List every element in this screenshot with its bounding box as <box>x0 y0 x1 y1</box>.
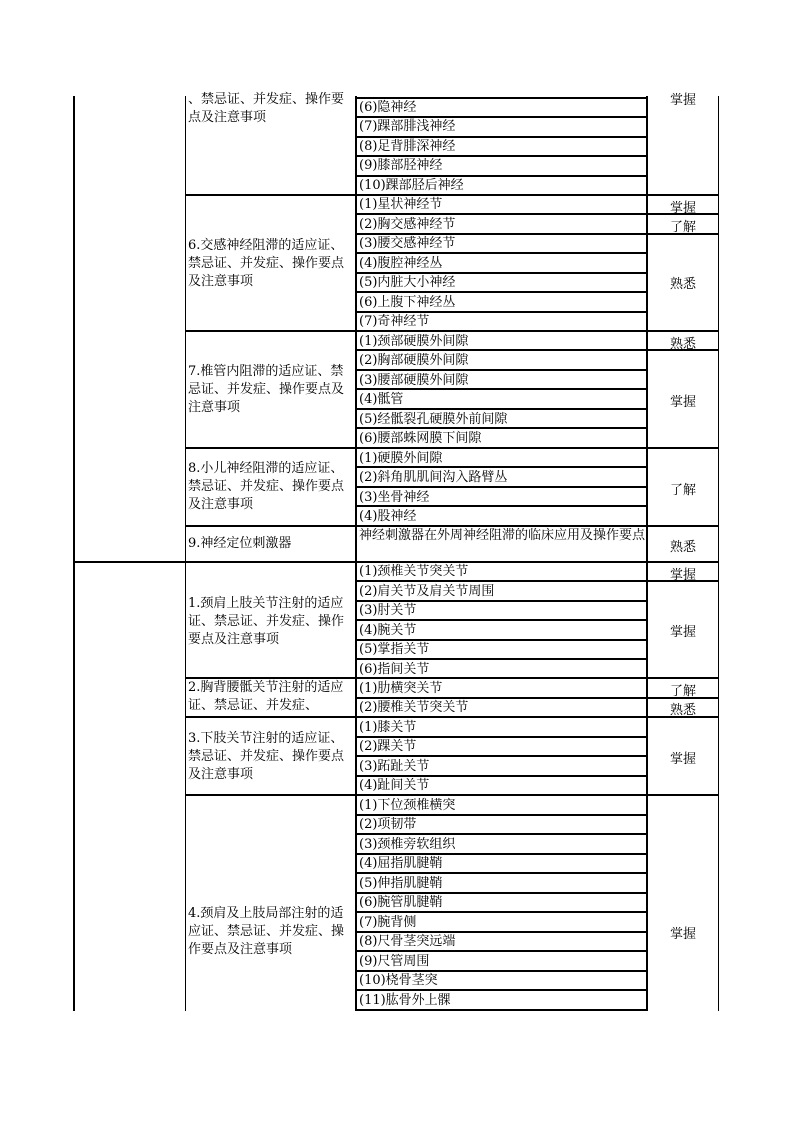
list-item: (6)隐神经 <box>359 100 417 115</box>
list-item: (4)骶管 <box>359 392 404 407</box>
list-item: (1)膝关节 <box>359 720 417 735</box>
list-item: (6)上腹下神经丛 <box>359 295 456 310</box>
level-label: 了解 <box>669 220 696 235</box>
list-item: (1)颈部硬膜外间隙 <box>359 334 469 349</box>
section-description: 4.颈肩及上肢局部注射的适应证、禁忌证、并发症、操作要点及注意事项 <box>188 906 345 957</box>
level-label: 熟悉 <box>669 703 696 718</box>
section-description: 1.颈肩上肢关节注射的适应证、禁忌证、并发症、操作要点及注意事项 <box>188 596 345 647</box>
level-label: 熟悉 <box>669 277 696 292</box>
list-item: (5)伸指肌腱鞘 <box>359 876 443 891</box>
level-label: 熟悉 <box>669 337 696 352</box>
list-item: (3)肘关节 <box>359 603 417 618</box>
list-item: (4)腕关节 <box>359 623 417 638</box>
list-item: (9)膝部胫神经 <box>359 158 443 173</box>
list-item: (2)腰椎关节突关节 <box>359 700 469 715</box>
list-item: (10)踝部胫后神经 <box>359 178 464 193</box>
list-item: (7)腕背侧 <box>359 915 417 930</box>
list-item: (8)尺骨茎突远端 <box>359 934 456 949</box>
list-item: (2)胸交感神经节 <box>359 217 456 232</box>
list-item: (2)项韧带 <box>359 817 417 832</box>
table-border-left <box>73 96 75 1011</box>
list-item: (3)颈椎旁软组织 <box>359 837 456 852</box>
section-description: 8.小儿神经阻滞的适应证、禁忌证、并发症、操作要点及注意事项 <box>188 461 345 512</box>
list-item: (1)下位颈椎横突 <box>359 798 456 813</box>
level-label: 了解 <box>669 483 696 498</box>
level-label: 掌握 <box>669 927 696 942</box>
section-description: 3.下肢关节注射的适应证、禁忌证、并发症、操作要点及注意事项 <box>188 731 345 782</box>
list-item: (10)桡骨茎突 <box>359 973 438 988</box>
list-item: (4)股神经 <box>359 509 417 524</box>
level-label: 掌握 <box>669 625 696 640</box>
table-border-right <box>718 96 719 1011</box>
section-description: 、禁忌证、并发症、操作要点及注意事项 <box>188 92 345 125</box>
list-item: (3)腰交感神经节 <box>359 236 456 251</box>
level-label: 了解 <box>669 684 696 699</box>
list-item: (2)胸部硬膜外间隙 <box>359 353 469 368</box>
level-label: 掌握 <box>669 201 696 216</box>
list-item: (11)肱骨外上髁 <box>359 993 451 1008</box>
level-label: 掌握 <box>669 752 696 767</box>
list-item: (1)星状神经节 <box>359 197 443 212</box>
section-description: 2.胸背腰骶关节注射的适应证、禁忌证、并发症、 <box>188 680 344 713</box>
list-item: (7)踝部腓浅神经 <box>359 119 456 134</box>
list-item: (7)奇神经节 <box>359 314 430 329</box>
list-item: (4)趾间关节 <box>359 778 430 793</box>
list-item: (2)肩关节及肩关节周围 <box>359 584 495 599</box>
level-label: 掌握 <box>669 93 696 108</box>
section-description: 6.交感神经阻滞的适应证、禁忌证、并发症、操作要点及注意事项 <box>188 238 345 289</box>
list-item: (1)颈椎关节突关节 <box>359 564 469 579</box>
list-item: (5)掌指关节 <box>359 642 430 657</box>
list-item: (6)腰部蛛网膜下间隙 <box>359 431 482 446</box>
list-item: (6)指间关节 <box>359 662 430 677</box>
list-item: (3)腰部硬膜外间隙 <box>359 373 469 388</box>
list-item: (3)跖趾关节 <box>359 759 430 774</box>
list-item: (5)内脏大小神经 <box>359 275 456 290</box>
list-item: (3)坐骨神经 <box>359 490 430 505</box>
list-item: (8)足背腓深神经 <box>359 139 456 154</box>
list-item: (5)经骶裂孔硬膜外前间隙 <box>359 412 508 427</box>
section-description: 9.神经定位刺激器 <box>188 536 292 551</box>
section-description: 7.椎管内阻滞的适应证、禁忌证、并发症、操作要点及注意事项 <box>188 364 345 415</box>
list-item: (6)腕管肌腱鞘 <box>359 895 443 910</box>
list-item: (2)踝关节 <box>359 739 417 754</box>
list-item: (4)腹腔神经丛 <box>359 256 443 271</box>
list-item: 神经刺激器在外周神经阻滞的临床应用及操作要点 <box>359 528 645 543</box>
list-item: (2)斜角肌肌间沟入路臂丛 <box>359 470 508 485</box>
level-label: 掌握 <box>669 395 696 410</box>
list-item: (1)肋横突关节 <box>359 681 443 696</box>
table-border-col1 <box>185 96 186 1011</box>
level-label: 熟悉 <box>669 540 696 555</box>
level-label: 掌握 <box>669 568 696 583</box>
list-item: (4)屈指肌腱鞘 <box>359 856 443 871</box>
list-item: (1)硬膜外间隙 <box>359 451 443 466</box>
list-item: (9)尺管周围 <box>359 954 430 969</box>
